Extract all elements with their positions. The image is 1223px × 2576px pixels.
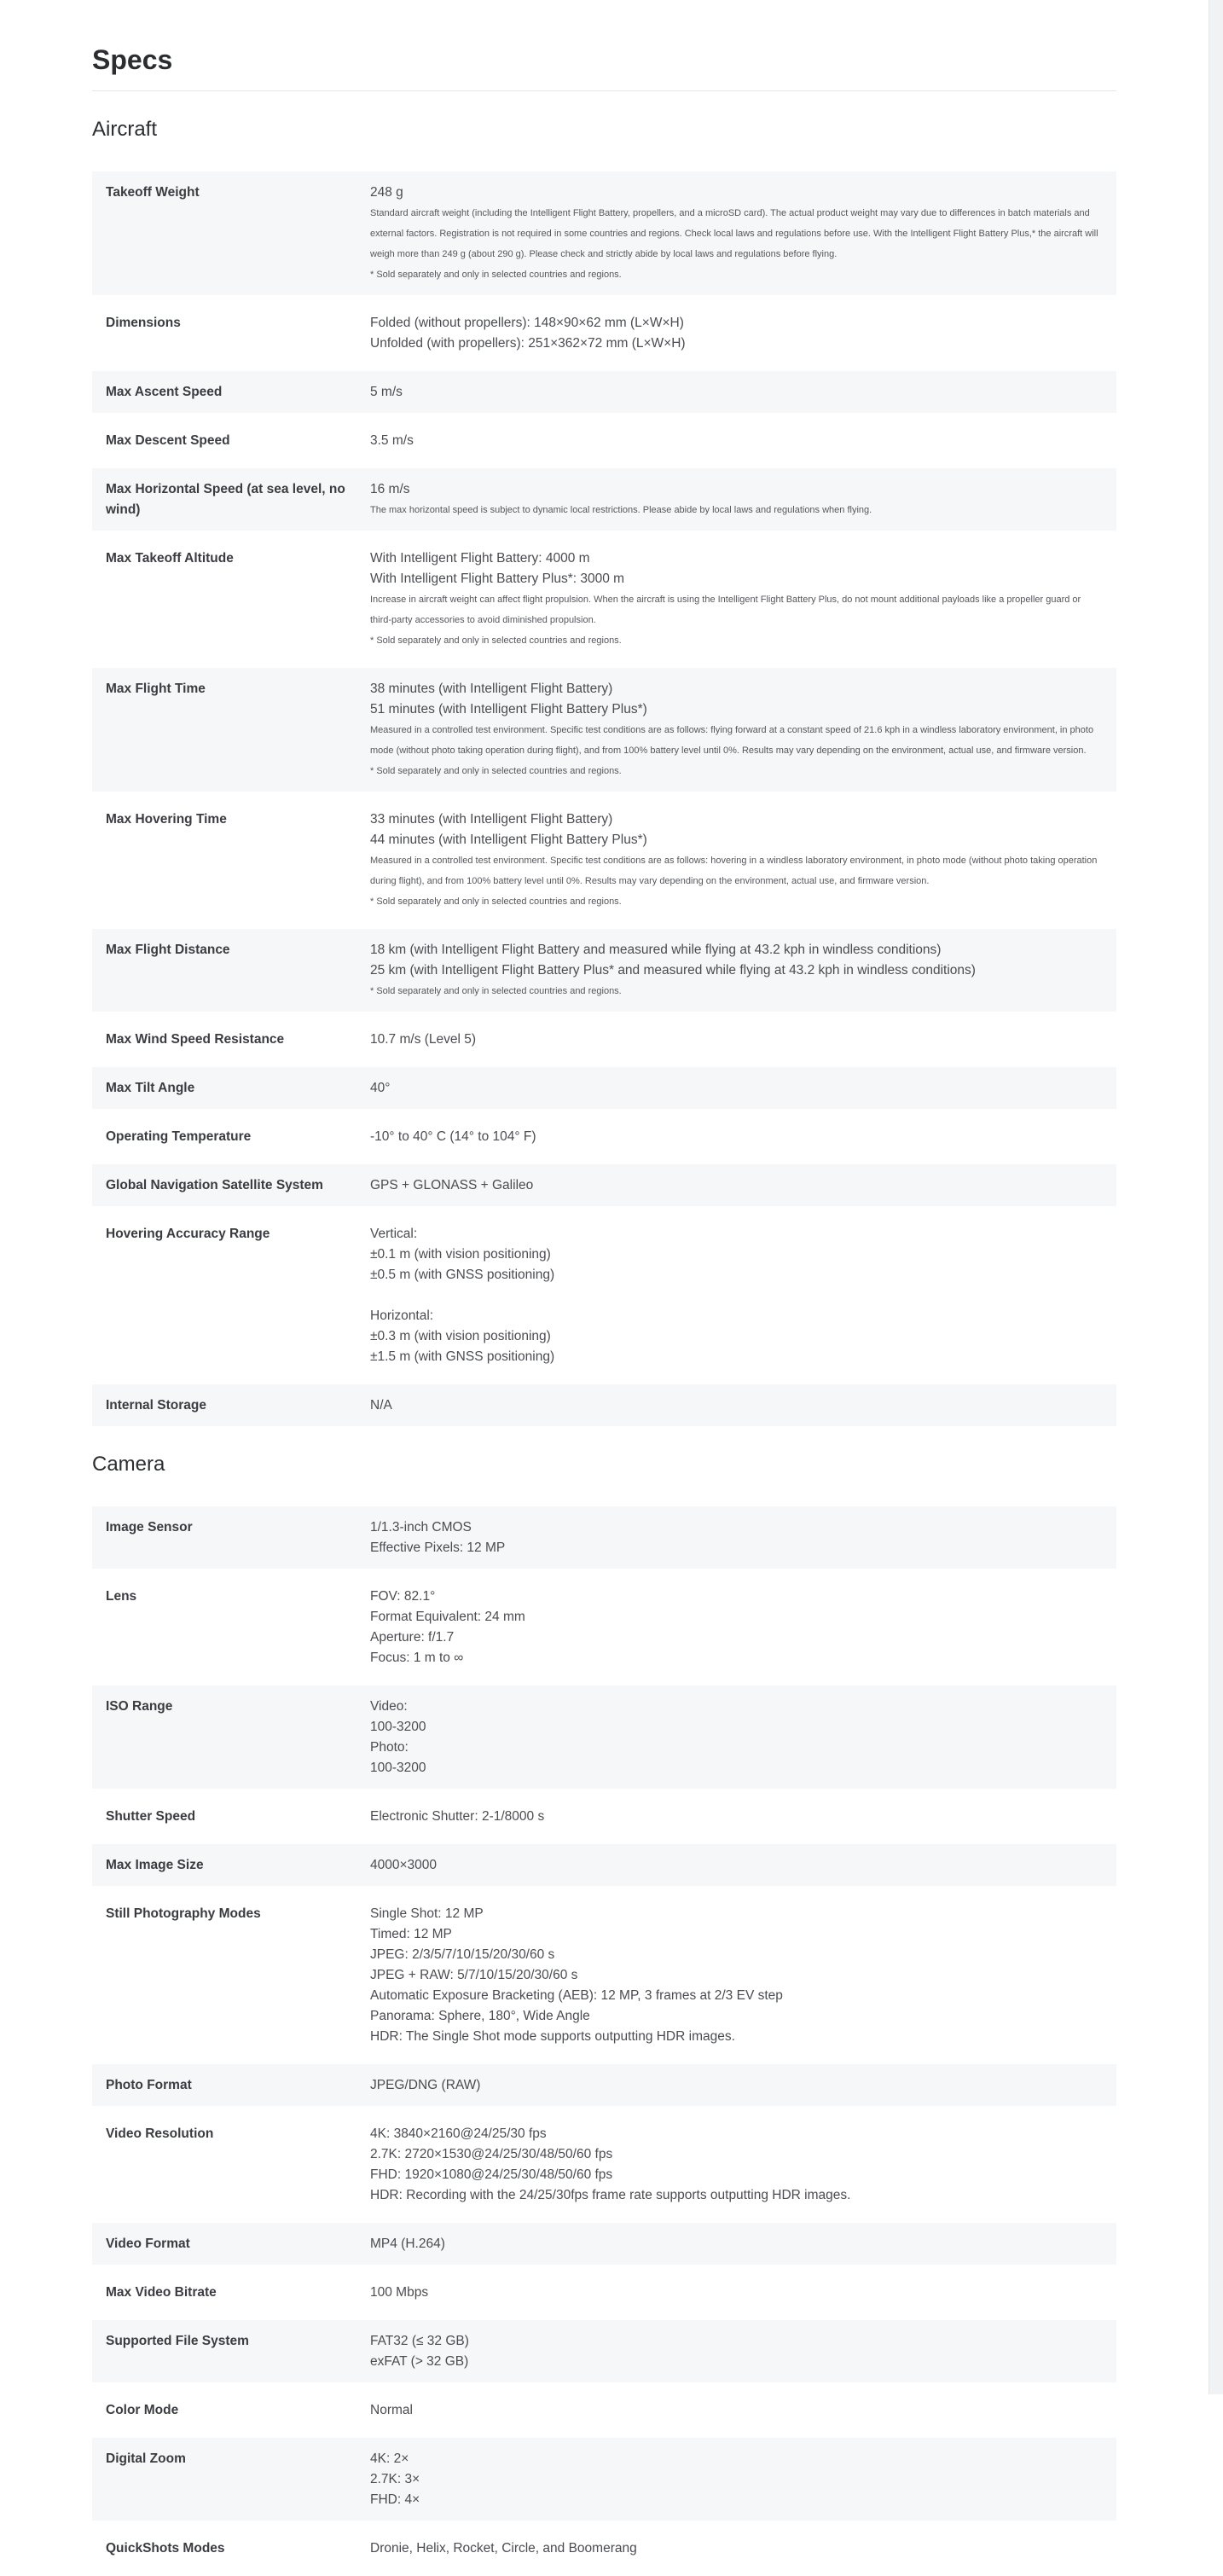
spec-footnote: * Sold separately and only in selected countries and regions. bbox=[370, 635, 622, 646]
spec-value-line: 2.7K: 3× bbox=[370, 2472, 420, 2486]
spec-label: Hovering Accuracy Range bbox=[106, 1227, 270, 1241]
spec-label: Max Ascent Speed bbox=[106, 385, 223, 399]
spec-value-line: 16 m/s bbox=[370, 482, 410, 496]
spec-footnote: Measured in a controlled test environment. Specific test conditions are as follows: flying forward at a constant speed of 21.6 kph in a windless laboratory environment, in photo mode (without photo taking operation during flight), and from 100% battery level until 0%. Results may vary depending on the environment, actual use, and firmware version. bbox=[370, 725, 1094, 756]
spec-label: Max Hovering Time bbox=[106, 812, 227, 827]
spec-value bbox=[370, 1697, 1103, 1778]
spec-value-line: FOV: 82.1° bbox=[370, 1589, 436, 1604]
spec-value-line: With Intelligent Flight Battery: 4000 m bbox=[370, 551, 590, 566]
spec-value bbox=[370, 2331, 1103, 2372]
spec-label: Image Sensor bbox=[106, 1520, 193, 1535]
spec-label: Video Format bbox=[106, 2237, 190, 2251]
spec-value bbox=[370, 382, 1103, 403]
spec-row bbox=[92, 371, 1116, 413]
spec-label: Max Video Bitrate bbox=[106, 2285, 217, 2300]
spec-label: Max Flight Time bbox=[106, 682, 206, 696]
spec-value-line: Panorama: Sphere, 180°, Wide Angle bbox=[370, 2009, 590, 2023]
spec-label: Digital Zoom bbox=[106, 2451, 186, 2466]
spec-row bbox=[92, 1685, 1116, 1789]
spec-value-line: -10° to 40° C (14° to 104° F) bbox=[370, 1129, 536, 1144]
spec-row bbox=[92, 1018, 1116, 1060]
spec-row bbox=[92, 420, 1116, 461]
spec-row bbox=[92, 2223, 1116, 2265]
spec-label: Dimensions bbox=[106, 316, 181, 330]
section-title-camera: Camera bbox=[92, 1453, 165, 1476]
spec-row bbox=[92, 1575, 1116, 1679]
spec-label: Max Image Size bbox=[106, 1858, 204, 1872]
spec-label: QuickShots Modes bbox=[106, 2541, 225, 2556]
spec-value-line: 2.7K: 2720×1530@24/25/30/48/50/60 fps bbox=[370, 2147, 613, 2161]
spec-row bbox=[92, 798, 1116, 922]
spec-row bbox=[92, 468, 1116, 531]
spec-value bbox=[370, 183, 1103, 285]
spec-row bbox=[92, 1796, 1116, 1837]
spec-value bbox=[370, 1517, 1103, 1558]
spec-footnote: Measured in a controlled test environment. Specific test conditions are as follows: hovering in a windless laboratory environment, in photo mode (without photo taking operation during flight), and from 100% battery level until 0%. Results may vary depending on the environment, actual use, and firmware version. bbox=[370, 856, 1098, 886]
spec-value bbox=[370, 2538, 1103, 2559]
spec-value-line: Dronie, Helix, Rocket, Circle, and Boomerang bbox=[370, 2541, 637, 2556]
spec-value-line: 4K: 2× bbox=[370, 2451, 409, 2466]
camera-spec-table bbox=[92, 1506, 1116, 2569]
spec-value bbox=[370, 313, 1103, 354]
spec-row bbox=[92, 1164, 1116, 1206]
spec-value bbox=[370, 2234, 1103, 2254]
spec-value bbox=[370, 1904, 1103, 2047]
spec-label: Internal Storage bbox=[106, 1398, 206, 1413]
spec-value-line: Single Shot: 12 MP bbox=[370, 1906, 484, 1921]
spec-value-line: GPS + GLONASS + Galileo bbox=[370, 1178, 534, 1192]
spec-label: Still Photography Modes bbox=[106, 1906, 261, 1921]
spec-value-line: MP4 (H.264) bbox=[370, 2237, 445, 2251]
spec-value-line: 4000×3000 bbox=[370, 1858, 438, 1872]
spec-value bbox=[370, 1224, 1103, 1367]
spec-value bbox=[370, 1175, 1103, 1196]
spec-value-line: FHD: 4× bbox=[370, 2492, 420, 2507]
spec-value-line: 10.7 m/s (Level 5) bbox=[370, 1032, 477, 1047]
spec-value-line: Effective Pixels: 12 MP bbox=[370, 1540, 506, 1555]
spec-value-line: N/A bbox=[370, 1398, 392, 1413]
spec-value bbox=[370, 1855, 1103, 1876]
spec-label: Supported File System bbox=[106, 2334, 249, 2348]
spec-value-line: With Intelligent Flight Battery Plus*: 3000 m bbox=[370, 571, 625, 586]
spec-row bbox=[92, 2320, 1116, 2382]
spec-label: Color Mode bbox=[106, 2403, 179, 2417]
title-divider bbox=[92, 90, 1116, 91]
spec-value-line: 33 minutes (with Intelligent Flight Battery) bbox=[370, 812, 613, 827]
spec-row bbox=[92, 929, 1116, 1012]
spec-value-line: FAT32 (≤ 32 GB) bbox=[370, 2334, 469, 2348]
spec-value-line: 100-3200 bbox=[370, 1761, 426, 1775]
specs-page bbox=[92, 0, 1116, 2576]
spec-row bbox=[92, 668, 1116, 792]
spec-value-line: 5 m/s bbox=[370, 385, 403, 399]
spec-value-line: ±0.3 m (with vision positioning) bbox=[370, 1329, 551, 1343]
spec-label: Max Wind Speed Resistance bbox=[106, 1032, 285, 1047]
spec-value bbox=[370, 1587, 1103, 1668]
spec-value-line: Folded (without propellers): 148×90×62 mm (L×W×H) bbox=[370, 316, 684, 330]
spec-footnote: * Sold separately and only in selected countries and regions. bbox=[370, 896, 622, 907]
spec-value-line: 100-3200 bbox=[370, 1720, 426, 1734]
spec-value bbox=[370, 1807, 1103, 1827]
spec-row bbox=[92, 1506, 1116, 1569]
spec-label: Takeoff Weight bbox=[106, 185, 200, 200]
spec-value-line: Photo: bbox=[370, 1740, 409, 1755]
spec-label: Photo Format bbox=[106, 2078, 192, 2092]
page-scrollbar[interactable] bbox=[1209, 0, 1223, 2394]
spec-value-line: Normal bbox=[370, 2403, 413, 2417]
spec-value-line: ±0.5 m (with GNSS positioning) bbox=[370, 1268, 555, 1282]
spec-label: Shutter Speed bbox=[106, 1809, 196, 1824]
spec-value-line: Unfolded (with propellers): 251×362×72 mm (L×W×H) bbox=[370, 336, 686, 351]
spec-value-line bbox=[370, 1285, 1103, 1306]
spec-value-line: 3.5 m/s bbox=[370, 433, 414, 448]
spec-value-line: Focus: 1 m to ∞ bbox=[370, 1651, 464, 1665]
spec-row bbox=[92, 2527, 1116, 2569]
spec-row bbox=[92, 2438, 1116, 2521]
spec-label: Global Navigation Satellite System bbox=[106, 1178, 323, 1192]
spec-value bbox=[370, 809, 1103, 912]
spec-value-line: exFAT (> 32 GB) bbox=[370, 2354, 469, 2369]
spec-label: Max Horizontal Speed (at sea level, no wind) bbox=[106, 482, 345, 517]
spec-value bbox=[370, 679, 1103, 781]
spec-value-line: Vertical: bbox=[370, 1227, 418, 1241]
spec-value-line: 18 km (with Intelligent Flight Battery and measured while flying at 43.2 kph in windless conditions) bbox=[370, 943, 942, 957]
spec-value-line: Timed: 12 MP bbox=[370, 1927, 452, 1941]
spec-row bbox=[92, 537, 1116, 661]
spec-row bbox=[92, 1844, 1116, 1886]
spec-value bbox=[370, 1127, 1103, 1147]
spec-value-line: JPEG + RAW: 5/7/10/15/20/30/60 s bbox=[370, 1968, 578, 1982]
spec-row bbox=[92, 2389, 1116, 2431]
spec-value-line: 100 Mbps bbox=[370, 2285, 429, 2300]
spec-value-line: 1/1.3-inch CMOS bbox=[370, 1520, 472, 1535]
spec-label: Lens bbox=[106, 1589, 137, 1604]
page-title: Specs bbox=[92, 44, 173, 75]
spec-value-line: ±1.5 m (with GNSS positioning) bbox=[370, 1349, 555, 1364]
spec-value bbox=[370, 940, 1103, 1001]
spec-value bbox=[370, 431, 1103, 451]
spec-value-line: Format Equivalent: 24 mm bbox=[370, 1610, 525, 1624]
spec-row bbox=[92, 2113, 1116, 2216]
spec-row bbox=[92, 1067, 1116, 1109]
spec-value bbox=[370, 2400, 1103, 2421]
spec-label: Operating Temperature bbox=[106, 1129, 252, 1144]
spec-value-line: 248 g bbox=[370, 185, 403, 200]
spec-value bbox=[370, 479, 1103, 520]
spec-value bbox=[370, 1030, 1103, 1050]
spec-value-line: ±0.1 m (with vision positioning) bbox=[370, 1247, 551, 1262]
spec-footnote: The max horizontal speed is subject to dynamic local restrictions. Please abide by local laws and regulations when flying. bbox=[370, 505, 872, 515]
spec-value-line: 25 km (with Intelligent Flight Battery Plus* and measured while flying at 43.2 kph in windless conditions) bbox=[370, 963, 976, 978]
spec-row bbox=[92, 1384, 1116, 1426]
spec-value-line: JPEG/DNG (RAW) bbox=[370, 2078, 481, 2092]
spec-value bbox=[370, 2283, 1103, 2303]
spec-value bbox=[370, 1395, 1103, 1416]
spec-footnote: Increase in aircraft weight can affect flight propulsion. When the aircraft is using the Intelligent Flight Battery Plus, do not mount additional payloads like a propeller guard or third-party accessories to avoid diminished propulsion. bbox=[370, 595, 1081, 625]
spec-footnote: * Sold separately and only in selected countries and regions. bbox=[370, 270, 622, 280]
spec-label: ISO Range bbox=[106, 1699, 173, 1714]
spec-label: Max Flight Distance bbox=[106, 943, 230, 957]
spec-value bbox=[370, 548, 1103, 651]
spec-value-line: HDR: The Single Shot mode supports outputting HDR images. bbox=[370, 2029, 735, 2044]
spec-label: Max Tilt Angle bbox=[106, 1081, 195, 1095]
spec-value-line: 4K: 3840×2160@24/25/30 fps bbox=[370, 2126, 547, 2141]
spec-value bbox=[370, 2075, 1103, 2096]
spec-value-line: Video: bbox=[370, 1699, 408, 1714]
spec-row bbox=[92, 302, 1116, 364]
spec-value-line: FHD: 1920×1080@24/25/30/48/50/60 fps bbox=[370, 2167, 613, 2182]
spec-value-line: Horizontal: bbox=[370, 1308, 434, 1323]
spec-value-line: 38 minutes (with Intelligent Flight Battery) bbox=[370, 682, 613, 696]
spec-value-line: Automatic Exposure Bracketing (AEB): 12 MP, 3 frames at 2/3 EV step bbox=[370, 1988, 783, 2003]
spec-value bbox=[370, 1078, 1103, 1099]
spec-value-line: 44 minutes (with Intelligent Flight Battery Plus*) bbox=[370, 833, 647, 847]
spec-row bbox=[92, 171, 1116, 295]
spec-row bbox=[92, 1213, 1116, 1378]
aircraft-spec-table bbox=[92, 171, 1116, 1426]
spec-label: Video Resolution bbox=[106, 2126, 214, 2141]
spec-value-line: 40° bbox=[370, 1081, 391, 1095]
spec-footnote: Standard aircraft weight (including the Intelligent Flight Battery, propellers, and a microSD card). The actual product weight may vary due to differences in batch materials and external factors. Registration is not required in some countries and regions. Check local laws and regulations before use. With the Intelligent Flight Battery Plus,* the aircraft will weigh more than 249 g (about 290 g). Please check and strictly abide by local laws and regulations before flying. bbox=[370, 208, 1098, 259]
spec-row bbox=[92, 1893, 1116, 2057]
section-title-aircraft: Aircraft bbox=[92, 118, 158, 141]
spec-value-line: HDR: Recording with the 24/25/30fps frame rate supports outputting HDR images. bbox=[370, 2188, 851, 2202]
spec-footnote: * Sold separately and only in selected countries and regions. bbox=[370, 766, 622, 776]
spec-row bbox=[92, 2271, 1116, 2313]
spec-label: Max Takeoff Altitude bbox=[106, 551, 234, 566]
spec-value bbox=[370, 2449, 1103, 2510]
spec-footnote: * Sold separately and only in selected countries and regions. bbox=[370, 986, 622, 996]
spec-value-line: JPEG: 2/3/5/7/10/15/20/30/60 s bbox=[370, 1947, 555, 1962]
spec-value-line: Aperture: f/1.7 bbox=[370, 1630, 455, 1645]
spec-row bbox=[92, 2064, 1116, 2106]
spec-row bbox=[92, 1116, 1116, 1157]
spec-value bbox=[370, 2124, 1103, 2206]
spec-label: Max Descent Speed bbox=[106, 433, 230, 448]
spec-value-line: Electronic Shutter: 2-1/8000 s bbox=[370, 1809, 545, 1824]
spec-value-line: 51 minutes (with Intelligent Flight Battery Plus*) bbox=[370, 702, 647, 717]
